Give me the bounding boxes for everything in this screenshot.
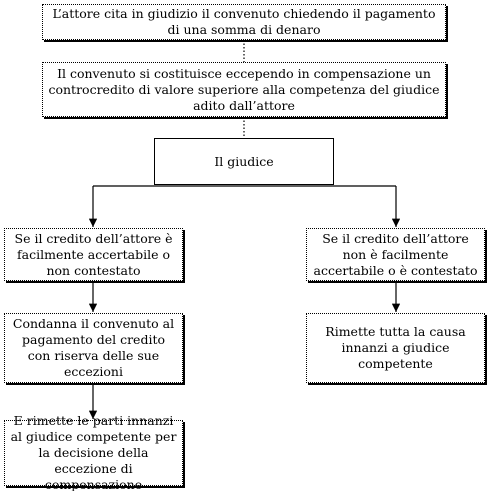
node-credito-non-accertabile: Se il credito dell’attore non è facilmente accertabile o è contestato	[306, 228, 485, 281]
node-attore-cita: L’attore cita in giudizio il convenuto chiedendo il pagamento di una somma di denaro	[42, 4, 446, 40]
node-rimette-causa: Rimette tutta la causa innanzi a giudice competente	[306, 313, 485, 383]
node-condanna-convenuto: Condanna il convenuto al pagamento del credito con riserva delle sue eccezioni	[4, 313, 183, 383]
node-credito-accertabile: Se il credito dell’attore è facilmente accertabile o non contestato	[4, 228, 183, 281]
node-rimette-parti: E rimette le parti innanzi al giudice competente per la decisione della eccezione di compensazione	[4, 420, 183, 486]
node-convenuto-eccezione: Il convenuto si costituisce eccependo in compensazione un controcredito di valore superiore alla competenza del giudice adito dall’attore	[42, 62, 446, 117]
node-giudice: Il giudice	[154, 138, 334, 185]
